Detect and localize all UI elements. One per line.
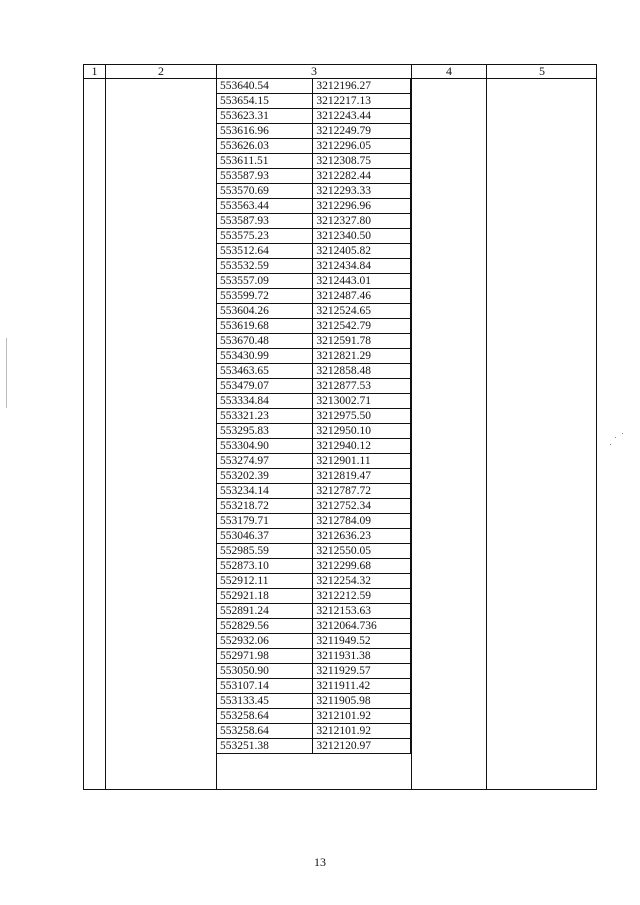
- table-row: [217, 514, 411, 529]
- table-row: [217, 739, 411, 754]
- column-divider: [486, 65, 487, 789]
- x-coordinate-cell: 553133.45: [217, 694, 313, 709]
- y-coordinate-cell: 3211929.57: [313, 664, 411, 679]
- x-coordinate-cell: 553587.93: [217, 169, 313, 184]
- page-number: 13: [314, 855, 326, 869]
- x-coordinate-cell: 553654.15: [217, 94, 313, 109]
- x-coordinate-cell: 553218.72: [217, 499, 313, 514]
- y-coordinate-cell: 3212308.75: [313, 154, 411, 169]
- x-coordinate-cell: 553107.14: [217, 679, 313, 694]
- table-row: [217, 364, 411, 379]
- x-coordinate-cell: 553179.71: [217, 514, 313, 529]
- table-row: [217, 94, 411, 109]
- header-col-5: 5: [539, 64, 545, 78]
- y-coordinate-cell: 3212296.96: [313, 199, 411, 214]
- x-coordinate-cell: 552971.98: [217, 649, 313, 664]
- y-coordinate-cell: 3212293.33: [313, 184, 411, 199]
- table-row: [217, 169, 411, 184]
- y-coordinate-cell: 3212101.92: [313, 709, 411, 724]
- y-coordinate-cell: 3212752.34: [313, 499, 411, 514]
- x-coordinate-cell: 552891.24: [217, 604, 313, 619]
- x-coordinate-cell: 553619.68: [217, 319, 313, 334]
- table-row: [217, 529, 411, 544]
- header-col-3: 3: [311, 64, 317, 78]
- scan-speck: [615, 437, 616, 438]
- table-row: [217, 334, 411, 349]
- x-coordinate-cell: 552873.10: [217, 559, 313, 574]
- x-coordinate-cell: 553575.23: [217, 229, 313, 244]
- coordinates-table: [83, 64, 597, 790]
- table-row: [217, 574, 411, 589]
- x-coordinate-cell: 553463.65: [217, 364, 313, 379]
- y-coordinate-cell: 3212120.97: [313, 739, 411, 754]
- scan-speck: [610, 444, 611, 445]
- x-coordinate-cell: 553430.99: [217, 349, 313, 364]
- table-row: [217, 124, 411, 139]
- x-coordinate-cell: 553274.97: [217, 454, 313, 469]
- y-coordinate-cell: 3212858.48: [313, 364, 411, 379]
- y-coordinate-cell: 3212299.68: [313, 559, 411, 574]
- x-coordinate-cell: 553640.54: [217, 79, 313, 94]
- x-coordinate-cell: 553251.38: [217, 739, 313, 754]
- table-row: [217, 274, 411, 289]
- table-row: [217, 499, 411, 514]
- y-coordinate-cell: 3212340.50: [313, 229, 411, 244]
- x-coordinate-cell: 553050.90: [217, 664, 313, 679]
- table-header-row: [84, 65, 596, 79]
- x-coordinate-cell: 552829.56: [217, 619, 313, 634]
- scan-margin-mark: [6, 338, 7, 408]
- table-row: [217, 649, 411, 664]
- table-row: [217, 214, 411, 229]
- header-col-1: 1: [91, 64, 98, 78]
- x-coordinate-cell: 553623.31: [217, 109, 313, 124]
- table-row: [217, 79, 411, 94]
- table-row: [217, 679, 411, 694]
- table-row: [217, 664, 411, 679]
- x-coordinate-cell: 553046.37: [217, 529, 313, 544]
- table-row: [217, 154, 411, 169]
- y-coordinate-cell: 3212196.27: [313, 79, 411, 94]
- y-coordinate-cell: 3212101.92: [313, 724, 411, 739]
- x-coordinate-cell: 553479.07: [217, 379, 313, 394]
- y-coordinate-cell: 3212153.63: [313, 604, 411, 619]
- x-coordinate-cell: 553570.69: [217, 184, 313, 199]
- table-row: [217, 139, 411, 154]
- table-row: [217, 394, 411, 409]
- y-coordinate-cell: 3212434.84: [313, 259, 411, 274]
- table-row: [217, 349, 411, 364]
- table-row: [217, 724, 411, 739]
- column-divider: [411, 65, 412, 789]
- y-coordinate-cell: 3212443.01: [313, 274, 411, 289]
- y-coordinate-cell: 3212819.47: [313, 469, 411, 484]
- table-row: [217, 424, 411, 439]
- y-coordinate-cell: 3212787.72: [313, 484, 411, 499]
- y-coordinate-cell: 3212296.05: [313, 139, 411, 154]
- y-coordinate-cell: 3212524.65: [313, 304, 411, 319]
- x-coordinate-cell: 552932.06: [217, 634, 313, 649]
- table-row: [217, 229, 411, 244]
- x-coordinate-cell: 553258.64: [217, 724, 313, 739]
- x-coordinate-cell: 553304.90: [217, 439, 313, 454]
- table-row: [217, 469, 411, 484]
- y-coordinate-cell: 3211949.52: [313, 634, 411, 649]
- x-coordinate-cell: 553532.59: [217, 259, 313, 274]
- x-coordinate-cell: 552912.11: [217, 574, 313, 589]
- y-coordinate-cell: 3212821.29: [313, 349, 411, 364]
- x-coordinate-cell: 553202.39: [217, 469, 313, 484]
- y-coordinate-cell: 3211911.42: [313, 679, 411, 694]
- y-coordinate-cell: 3212542.79: [313, 319, 411, 334]
- table-row: [217, 589, 411, 604]
- y-coordinate-cell: 3212243.44: [313, 109, 411, 124]
- y-coordinate-cell: 3212591.78: [313, 334, 411, 349]
- x-coordinate-cell: 553557.09: [217, 274, 313, 289]
- y-coordinate-cell: 3212950.10: [313, 424, 411, 439]
- x-coordinate-cell: 553334.84: [217, 394, 313, 409]
- x-coordinate-cell: 553616.96: [217, 124, 313, 139]
- table-row: [217, 109, 411, 124]
- table-row: [217, 244, 411, 259]
- y-coordinate-cell: 3212254.32: [313, 574, 411, 589]
- table-row: [217, 409, 411, 424]
- header-col-2: 2: [158, 64, 164, 78]
- y-coordinate-cell: 3212405.82: [313, 244, 411, 259]
- y-coordinate-cell: 3212064.736: [313, 619, 411, 634]
- x-coordinate-cell: 553295.83: [217, 424, 313, 439]
- table-row: [217, 199, 411, 214]
- table-row: [217, 709, 411, 724]
- x-coordinate-cell: 553626.03: [217, 139, 313, 154]
- header-col-4: 4: [446, 64, 452, 78]
- x-coordinate-cell: 553321.23: [217, 409, 313, 424]
- table-row: [217, 379, 411, 394]
- x-coordinate-cell: 553563.44: [217, 199, 313, 214]
- y-coordinate-cell: 3212877.53: [313, 379, 411, 394]
- y-coordinate-cell: 3212940.12: [313, 439, 411, 454]
- y-coordinate-cell: 3212901.11: [313, 454, 411, 469]
- x-coordinate-cell: 553587.93: [217, 214, 313, 229]
- x-coordinate-cell: 553670.48: [217, 334, 313, 349]
- y-coordinate-cell: 3212212.59: [313, 589, 411, 604]
- y-coordinate-cell: 3212217.13: [313, 94, 411, 109]
- x-coordinate-cell: 553599.72: [217, 289, 313, 304]
- y-coordinate-cell: 3212327.80: [313, 214, 411, 229]
- table-row: [217, 304, 411, 319]
- table-row: [217, 184, 411, 199]
- coordinate-pairs-table: [216, 78, 411, 754]
- x-coordinate-cell: 553611.51: [217, 154, 313, 169]
- y-coordinate-cell: 3211905.98: [313, 694, 411, 709]
- x-coordinate-cell: 553604.26: [217, 304, 313, 319]
- y-coordinate-cell: 3212784.09: [313, 514, 411, 529]
- y-coordinate-cell: 3212550.05: [313, 544, 411, 559]
- y-coordinate-cell: 3212282.44: [313, 169, 411, 184]
- x-coordinate-cell: 553258.64: [217, 709, 313, 724]
- table-row: [217, 484, 411, 499]
- table-row: [217, 604, 411, 619]
- table-row: [217, 319, 411, 334]
- x-coordinate-cell: 552985.59: [217, 544, 313, 559]
- table-row: [217, 259, 411, 274]
- y-coordinate-cell: 3212636.23: [313, 529, 411, 544]
- table-row: [217, 559, 411, 574]
- x-coordinate-cell: 553234.14: [217, 484, 313, 499]
- table-row: [217, 619, 411, 634]
- y-coordinate-cell: 3213002.71: [313, 394, 411, 409]
- table-row: [217, 544, 411, 559]
- x-coordinate-cell: 552921.18: [217, 589, 313, 604]
- table-row: [217, 439, 411, 454]
- y-coordinate-cell: 3212487.46: [313, 289, 411, 304]
- y-coordinate-cell: 3212249.79: [313, 124, 411, 139]
- scan-speck: [622, 433, 623, 434]
- table-row: [217, 289, 411, 304]
- table-row: [217, 634, 411, 649]
- y-coordinate-cell: 3211931.38: [313, 649, 411, 664]
- table-row: [217, 694, 411, 709]
- table-row: [217, 454, 411, 469]
- x-coordinate-cell: 553512.64: [217, 244, 313, 259]
- column-divider: [105, 65, 106, 789]
- y-coordinate-cell: 3212975.50: [313, 409, 411, 424]
